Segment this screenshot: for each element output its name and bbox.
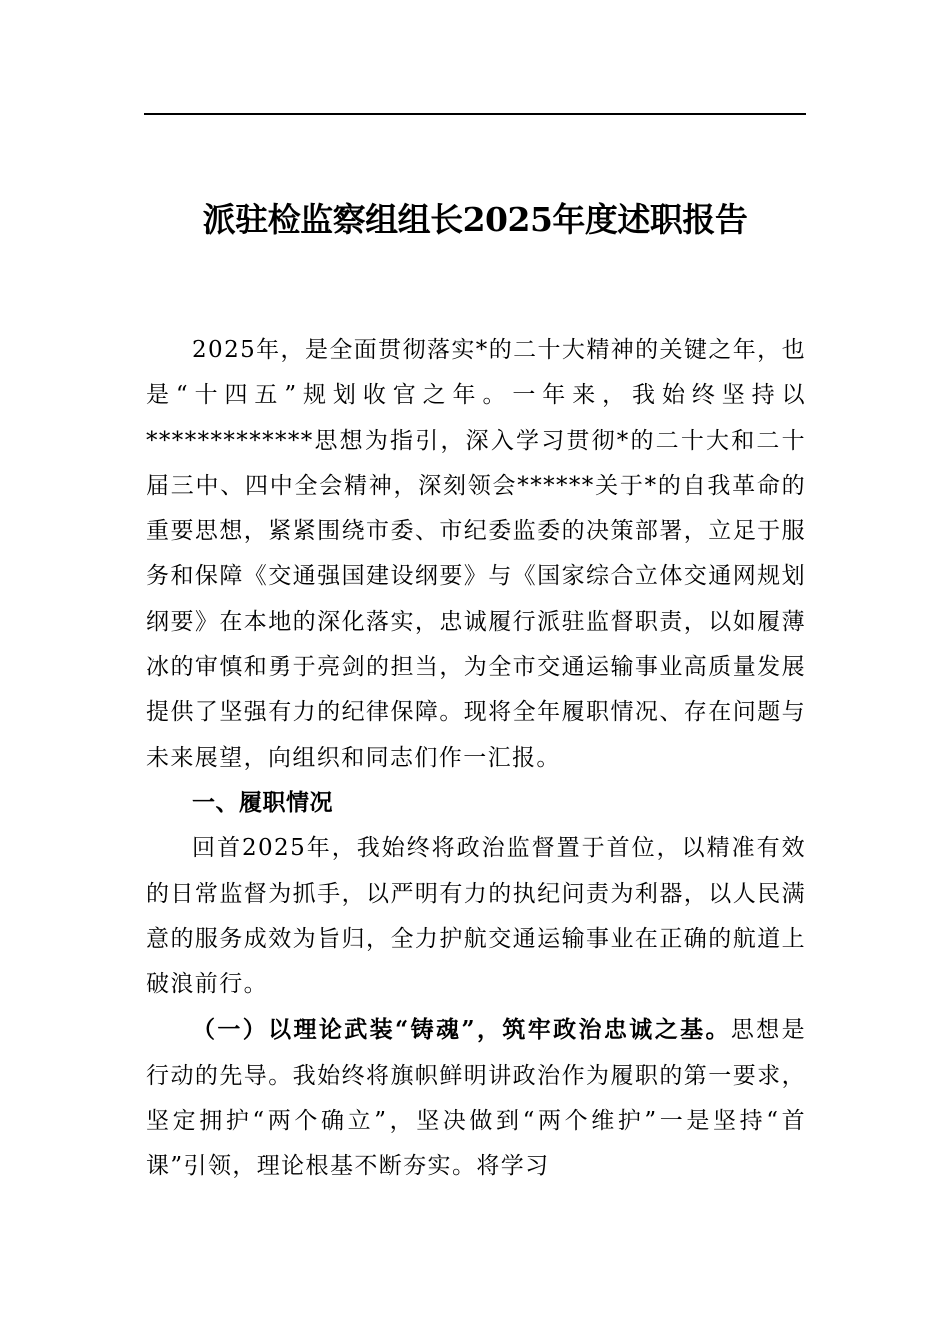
section-heading-performance: 一、履职情况 (192, 789, 333, 816)
document-body (146, 328, 806, 1190)
subsection-body-1: 思想是行动的先导。我始终将旗帜鲜明讲政治作为履职的第一要求，坚定拥护“两个确立”，坚决做到“两个维护”一是坚持“首课”引领，理论根基不断夯实。将学习 (146, 1017, 807, 1180)
subsection-paragraph-1 (146, 1007, 806, 1189)
header-rule (144, 113, 806, 115)
performance-summary-paragraph: 回首2025年，我始终将政治监督置于首位，以精准有效的日常监督为抓手，以严明有力的执纪问责为利器，以人民满意的服务成效为旨归，全力护航交通运输事业在正确的航道上破浪前行。 (146, 835, 806, 998)
subsection-heading-1: （一）以理论武装“铸魂”，筑牢政治忠诚之基。 (192, 1016, 731, 1044)
intro-paragraph: 2025年，是全面贯彻落实*的二十大精神的关键之年，也是“十四五”规划收官之年。一年来，我始终坚持以*************思想为指引，深入学习贯彻*的二十大和二十届三中、四中全会精神，深刻领会******关于*的自我革命的重要思想，紧紧围绕市委、市纪委监委的决策部署，立足于服务和保障《交通强国建设纲要》与《国家综合立体交通网规划纲要》在本地的深化落实，忠诚履行派驻监督职责，以如履薄冰的审慎和勇于亮剑的担当，为全市交通运输事业高质量发展提供了坚强有力的纪律保障。现将全年履职情况、存在问题与未来展望，向组织和同志们作一汇报。 (146, 337, 806, 771)
document-title: 派驻检监察组组长2025年度述职报告 (202, 200, 748, 239)
